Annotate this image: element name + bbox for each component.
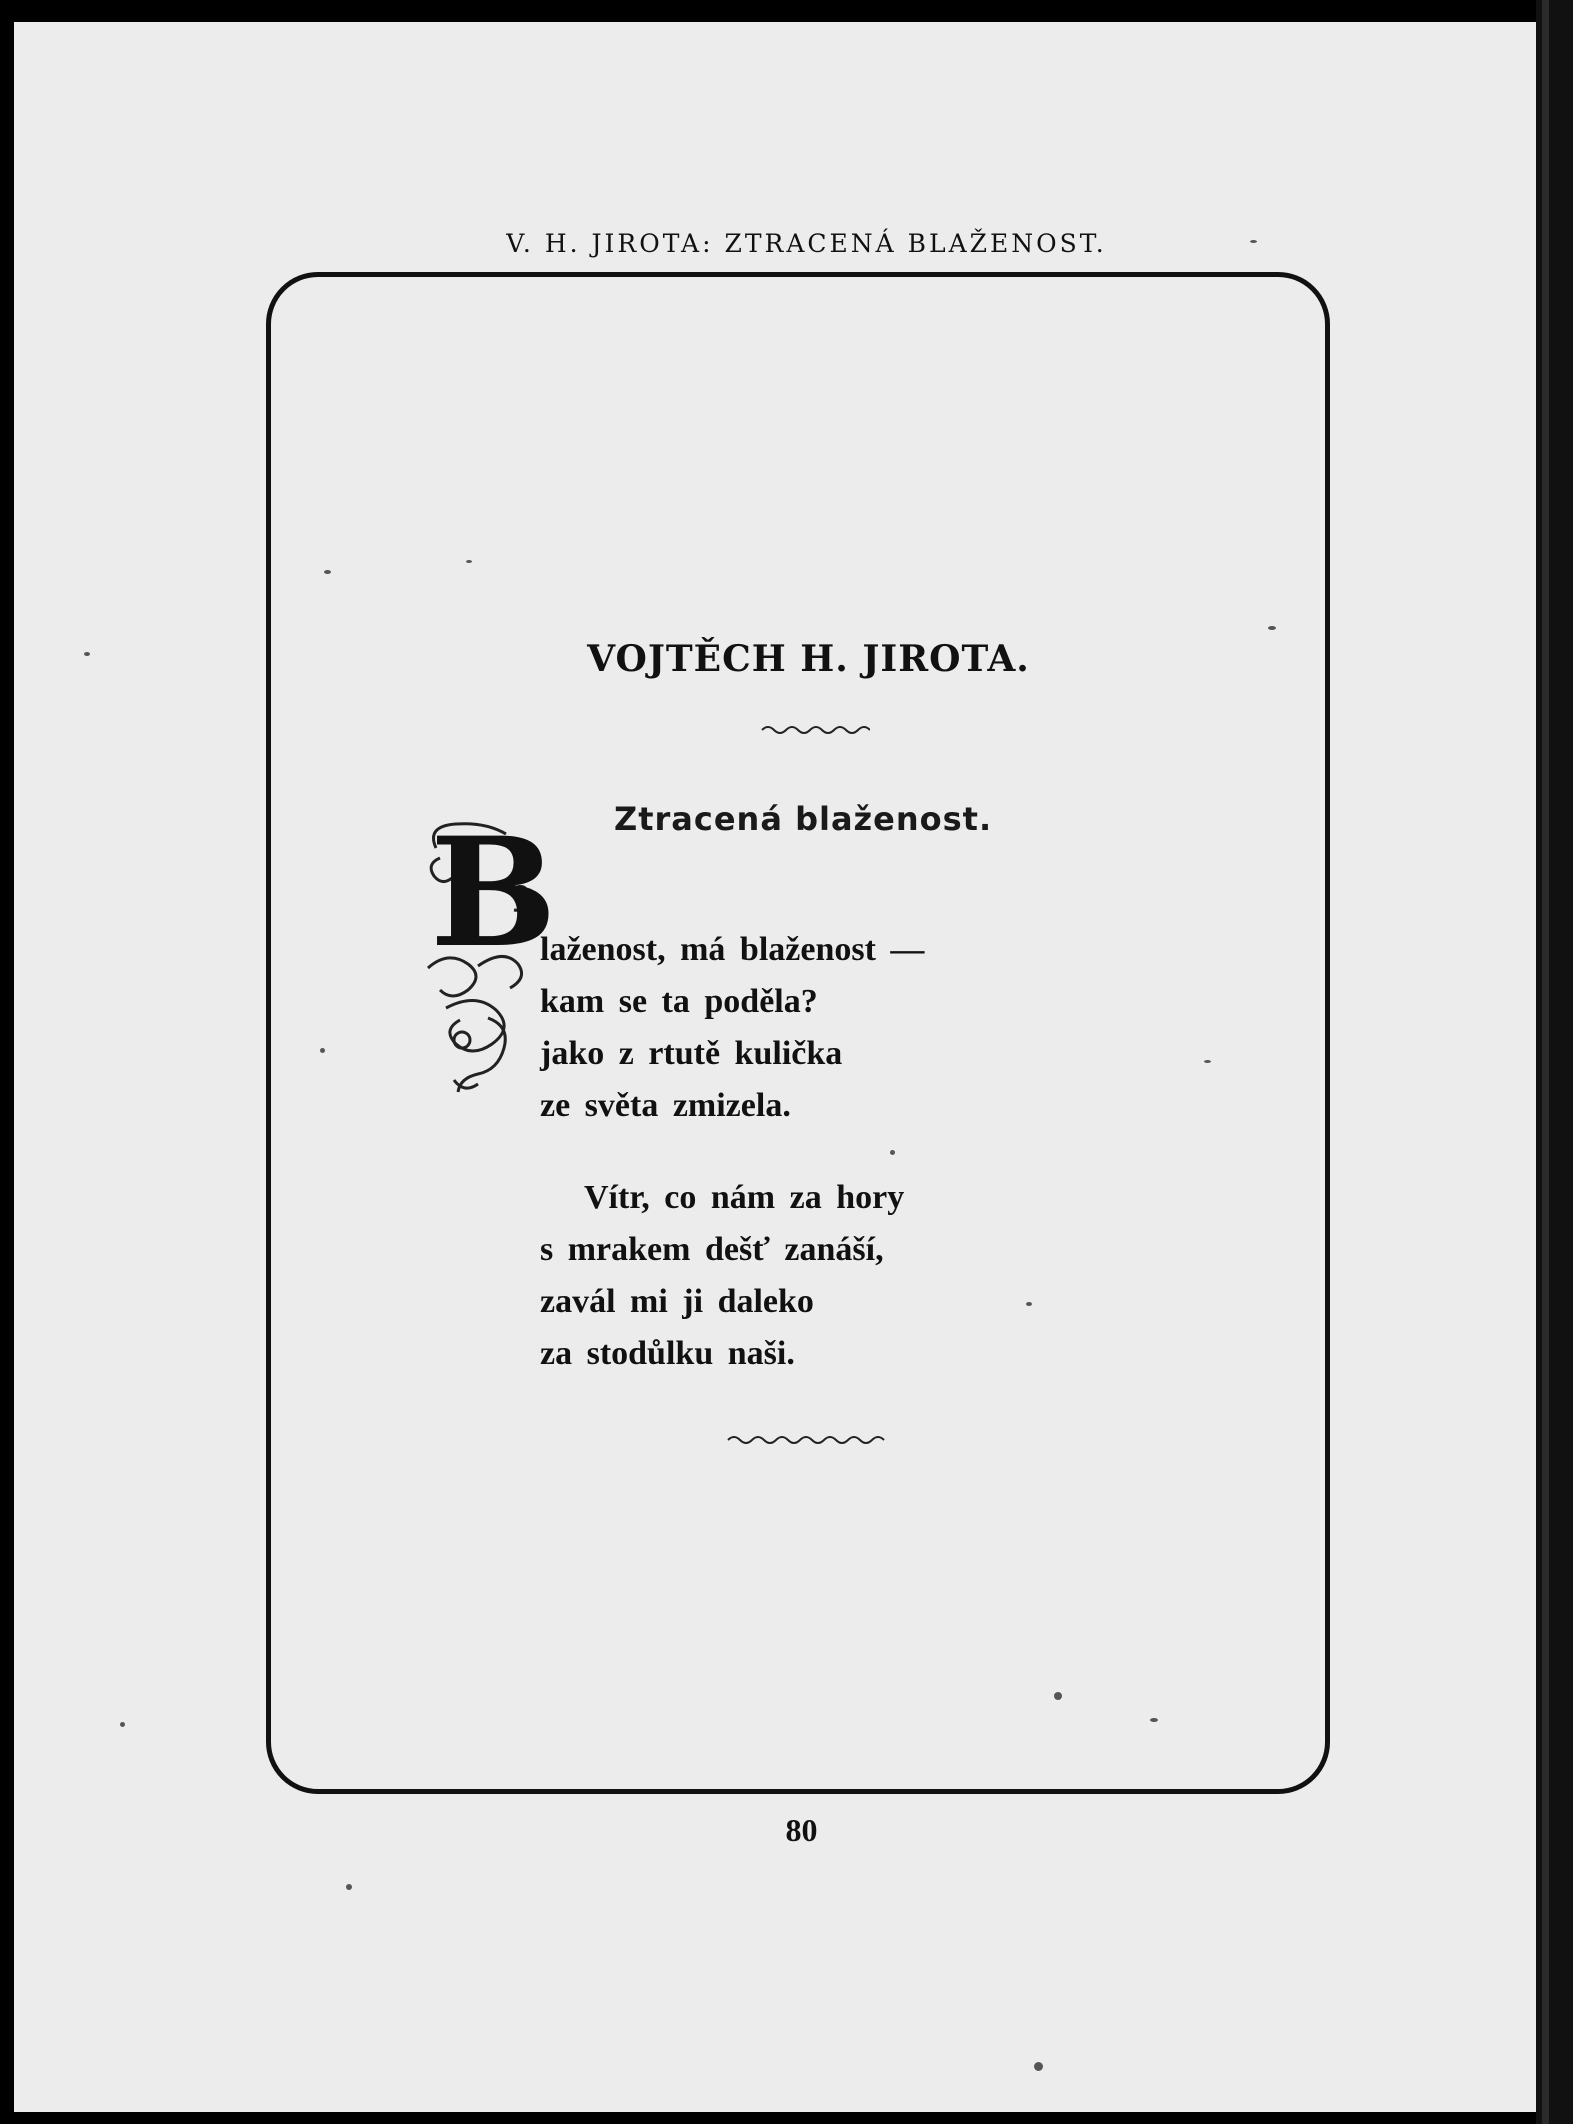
paper-speck [346,1884,352,1890]
paper-speck [120,1722,125,1727]
drop-cap [418,805,557,1108]
poem-line: s mrakem dešť zanáší, [540,1231,884,1268]
poem-line: jako z rtutě kulička [540,1035,843,1072]
poem-line: Vítr, co nám za hory [584,1179,905,1216]
poem-line: laženost, má blaženost — [540,931,925,968]
paper-speck [1034,2062,1043,2071]
poem-stanza [540,924,924,1132]
poem-line: ze světa zmizela. [540,1087,791,1124]
scan-edge-shadow [1536,0,1573,2124]
poem-line: za stodůlku naši. [540,1335,795,1372]
running-head: V. H. JIROTA: ZTRACENÁ BLAŽENOST. [506,229,1107,258]
poem-stanza [540,1172,904,1380]
flourish-divider-bottom [726,1432,886,1446]
flourish-divider-top [760,722,870,736]
poem-line: kam se ta poděla? [540,983,818,1020]
page-number: 80 [785,1812,818,1848]
poem-title: Ztracená blaženost. [614,800,993,838]
author-heading: VOJTĚCH H. JIROTA. [587,638,1030,680]
poem-line: zavál mi ji daleko [540,1283,814,1320]
drop-cap-letter: B [430,805,557,981]
